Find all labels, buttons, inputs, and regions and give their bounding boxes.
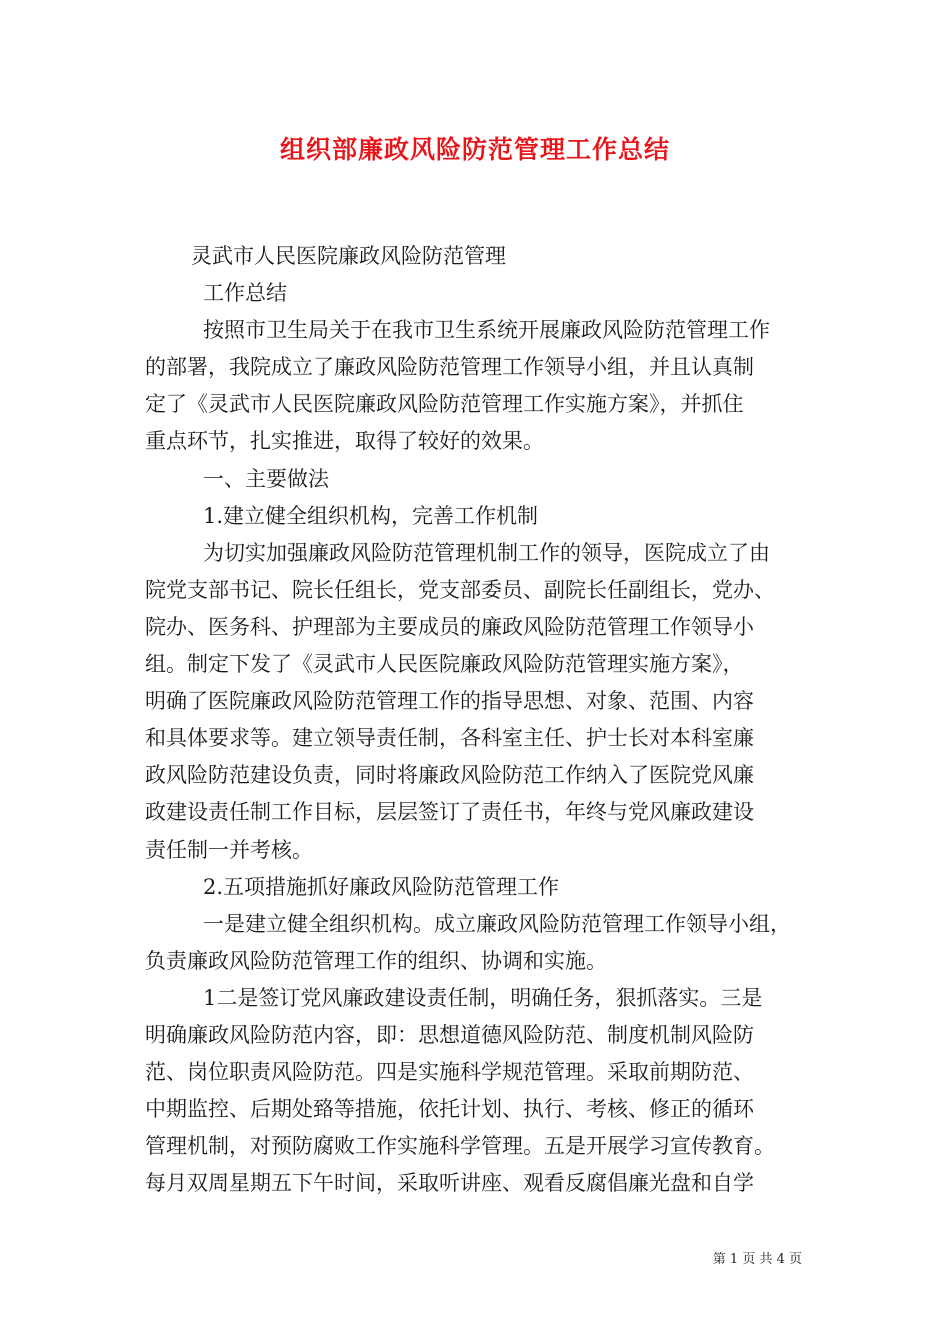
- page-number: 第 1 页 共 4 页: [712, 1252, 802, 1267]
- text-line: 定了《灵武市人民医院廉政风险防范管理工作实施方案》，并抓住: [145, 392, 744, 417]
- text-line: 明确了医院廉政风险防范管理工作的指导思想、对象、范围、内容: [145, 689, 754, 714]
- text-line: 工作总结: [203, 281, 287, 306]
- text-line: 中期监控、后期处臵等措施，依托计划、执行、考核、修正的循环: [145, 1097, 754, 1122]
- subsection-heading: 1.建立健全组织机构，完善工作机制: [203, 503, 539, 528]
- text-line: 重点环节，扎实推进，取得了较好的效果。: [145, 429, 544, 454]
- text-line: 和具体要求等。建立领导责任制，各科室主任、护士长对本科室廉: [145, 726, 754, 751]
- text-line: 明确廉政风险防范内容，即：思想道德风险防范、制度机制风险防: [145, 1022, 754, 1047]
- text-line: 政建设责任制工作目标，层层签订了责任书，年终与党风廉政建设: [145, 800, 754, 825]
- text-line: 范、岗位职责风险防范。四是实施科学规范管理。采取前期防范、: [145, 1060, 754, 1085]
- document-body: [145, 238, 805, 1202]
- text-line: 按照市卫生局关于在我市卫生系统开展廉政风险防范管理工作: [203, 318, 770, 343]
- text-line: 负责廉政风险防范管理工作的组织、协调和实施。: [145, 948, 607, 973]
- text-line: 院党支部书记、院长任组长，党支部委员、副院长任副组长，党办、: [145, 577, 775, 602]
- text-line: 每月双周星期五下午时间，采取听讲座、观看反腐倡廉光盘和自学: [145, 1171, 754, 1196]
- text-line: 院办、医务科、护理部为主要成员的廉政风险防范管理工作领导小: [145, 614, 754, 639]
- text-line: 灵武市人民医院廉政风险防范管理: [191, 244, 506, 268]
- text-line: 的部署，我院成立了廉政风险防范管理工作领导小组，并且认真制: [145, 355, 754, 380]
- text-line: 政风险防范建设负责，同时将廉政风险防范工作纳入了医院党风廉: [145, 763, 754, 788]
- text-line: 为切实加强廉政风险防范管理机制工作的领导，医院成立了由: [203, 540, 770, 565]
- text-line: 一是建立健全组织机构。成立廉政风险防范管理工作领导小组，: [203, 911, 791, 936]
- text-line: 组。制定下发了《灵武市人民医院廉政风险防范管理实施方案》，: [145, 652, 744, 677]
- section-heading: 一、主要做法: [203, 466, 329, 491]
- text-line: 1二是签订党风廉政建设责任制，明确任务，狠抓落实。三是: [203, 985, 763, 1010]
- text-line: 责任制一并考核。: [145, 837, 313, 862]
- subsection-heading: 2.五项措施抓好廉政风险防范管理工作: [203, 874, 560, 899]
- document-title: 组织部廉政风险防范管理工作总结: [279, 135, 670, 164]
- text-line: 管理机制，对预防腐败工作实施科学管理。五是开展学习宣传教育。: [145, 1134, 775, 1159]
